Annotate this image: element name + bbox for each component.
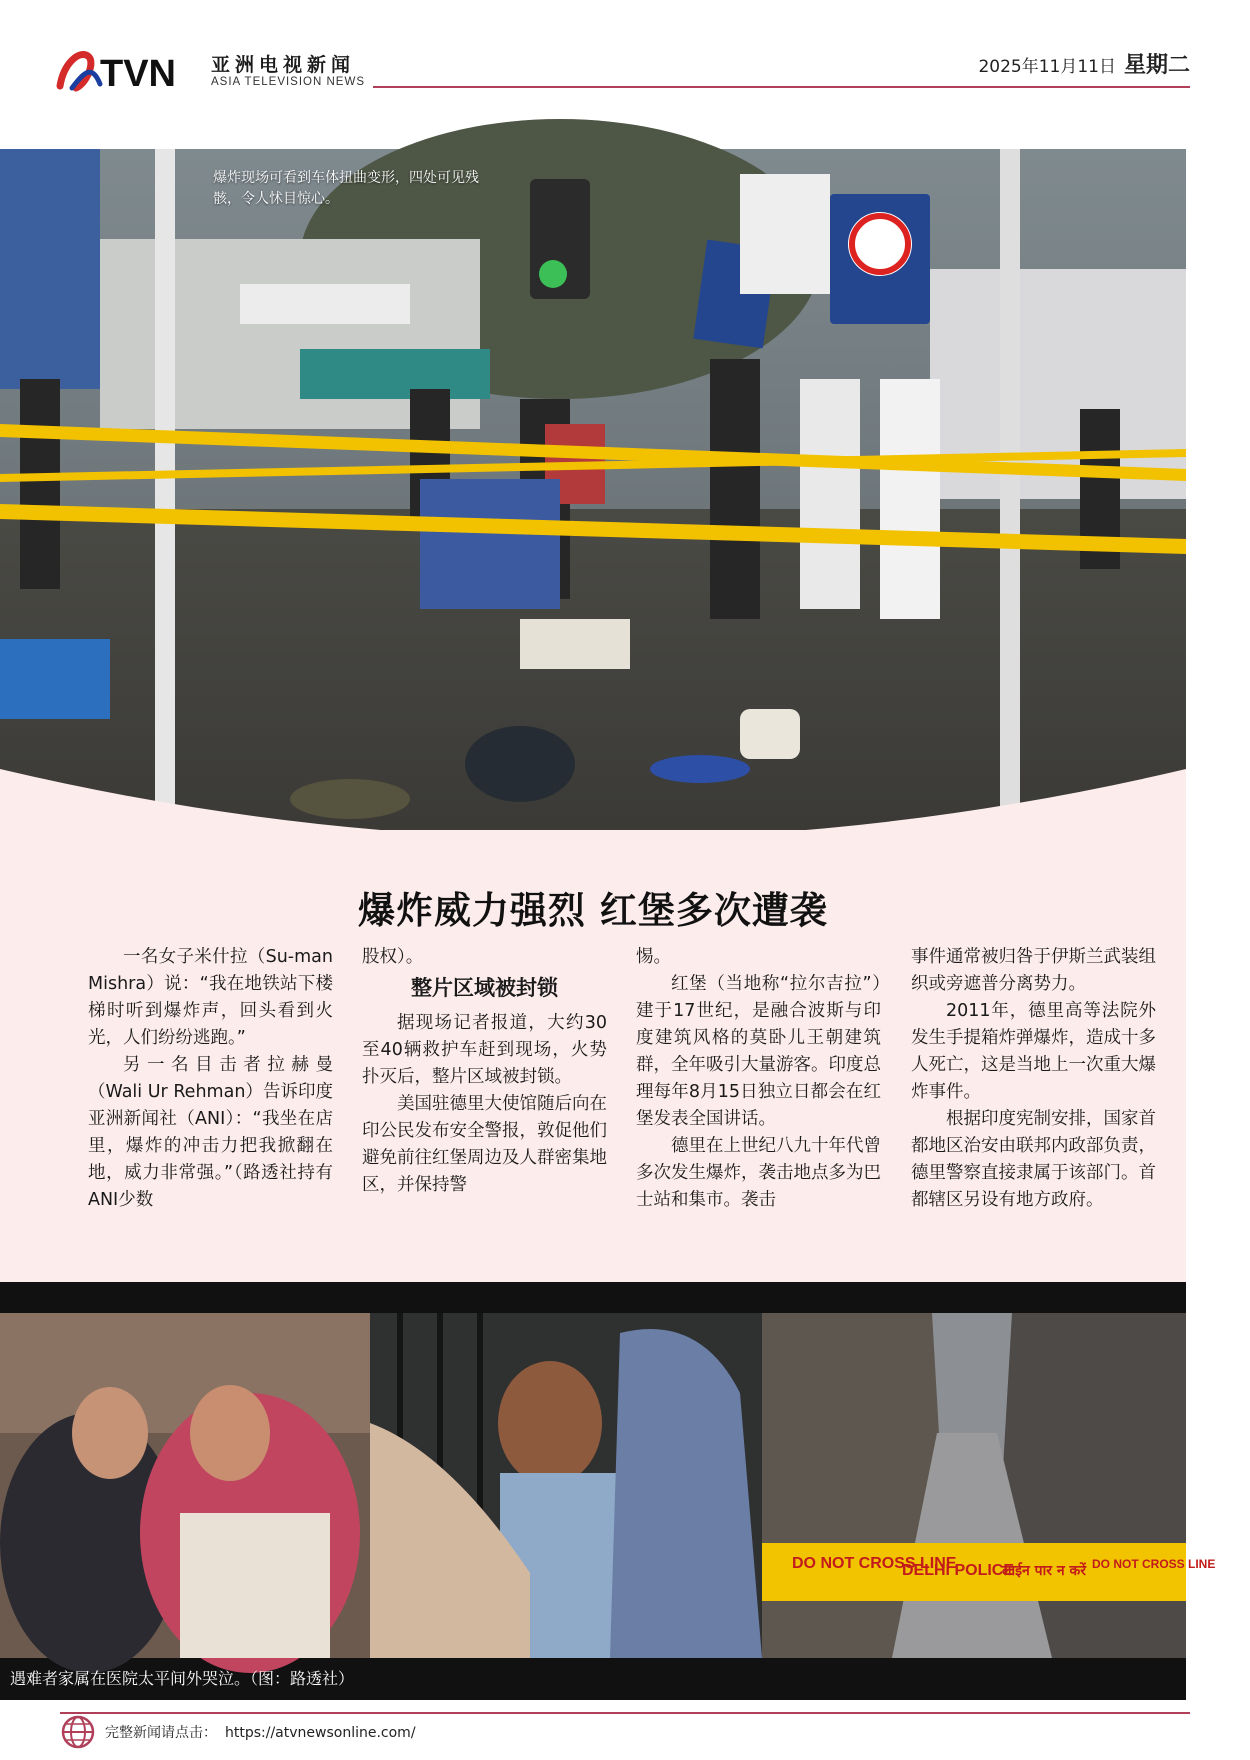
article-column-4 bbox=[911, 944, 1156, 1214]
atvn-logo bbox=[58, 44, 193, 96]
tape-text-4: DO NOT CROSS LINE bbox=[1092, 1557, 1216, 1571]
photo-mourning-women bbox=[0, 1313, 370, 1658]
paragraph: 红堡（当地称“拉尔吉拉”）建于17世纪，是融合波斯与印度建筑风格的莫卧儿王朝建筑群，全年吸引大量游客。印度总理每年8月15日独立日都会在红堡发表全国讲话。 bbox=[636, 974, 881, 1129]
article-headline: 爆炸威力强烈 红堡多次遭袭 bbox=[358, 889, 828, 932]
issue-date bbox=[978, 48, 1190, 79]
paragraph: 一名女子米什拉（Su-man Mishra）说：“我在地铁站下楼梯时听到爆炸声，回头看到火光，人们纷纷逃跑。” bbox=[88, 947, 333, 1048]
paragraph-continued: 股权）。 bbox=[362, 947, 424, 967]
photo-closed-street-tape bbox=[762, 1313, 1216, 1658]
brand-name-cn: 亚洲电视新闻 bbox=[211, 54, 356, 76]
globe-icon bbox=[60, 1714, 96, 1750]
brand-name-en: ASIA TELEVISION NEWS bbox=[211, 76, 365, 88]
paragraph: 另一名目击者拉赫曼（Wali Ur Rehman）告诉印度亚洲新闻社（ANI）：“我坐在店里，爆炸的冲击力把我掀翻在地，威力非常强。”（路透社持有ANI少数 bbox=[88, 1055, 333, 1210]
article-column-1 bbox=[88, 944, 333, 1214]
header-rule bbox=[373, 86, 1190, 88]
weekday-text: 星期二 bbox=[1123, 53, 1190, 78]
footer-link-text bbox=[105, 1722, 416, 1742]
bottom-photo-caption: 遇难者家属在医院太平间外哭泣。（图：路透社） bbox=[10, 1669, 355, 1688]
tape-text-1: DO NOT CROSS LINE bbox=[792, 1555, 957, 1572]
tape-text-2: DELHI POLICE bbox=[902, 1562, 1015, 1579]
paragraph: 美国驻德里大使馆随后向在印公民发布安全警报，敦促他们避免前往红堡周边及人群密集地区，并保持警 bbox=[362, 1094, 607, 1195]
paragraph: 据现场记者报道，大约30至40辆救护车赶到现场，火势扑灭后，整片区域被封锁。 bbox=[362, 1013, 607, 1087]
article-column-2 bbox=[362, 944, 607, 1199]
paragraph: 根据印度宪制安排，国家首都地区治安由联邦内政部负责，德里警察直接隶属于该部门。首都辖区另设有地方政府。 bbox=[911, 1109, 1156, 1210]
article-subhead: 整片区域被封锁 bbox=[411, 976, 558, 1000]
paragraph: 德里在上世纪八九十年代曾多次发生爆炸，袭击地点多为巴士站和集市。袭击 bbox=[636, 1136, 881, 1210]
footer-label: 完整新闻请点击： bbox=[105, 1725, 217, 1741]
main-photo-caption: 爆炸现场可看到车体扭曲变形，四处可见残骸，令人怵目惊心。 bbox=[213, 170, 479, 207]
paragraph: 2011年，德里高等法院外发生手提箱炸弹爆炸，造成十多人死亡，这是当地上一次重大爆炸事件。 bbox=[911, 1001, 1156, 1102]
footer-url-link[interactable]: https://atvnewsonline.com/ bbox=[225, 1725, 416, 1741]
main-photo-blast-scene bbox=[0, 149, 1186, 849]
footer-rule bbox=[60, 1712, 1190, 1714]
article-column-3 bbox=[636, 944, 881, 1214]
paragraph-continued: 事件通常被归咎于伊斯兰武装组织或旁遮普分离势力。 bbox=[911, 947, 1156, 994]
svg-text:TVN: TVN bbox=[100, 53, 176, 95]
paragraph-continued: 惕。 bbox=[636, 947, 671, 967]
tape-text-3: लाईन पार न करें bbox=[1002, 1563, 1086, 1579]
date-text: 2025年11月11日 bbox=[978, 57, 1116, 77]
photo-grieving-boy bbox=[370, 1313, 762, 1658]
